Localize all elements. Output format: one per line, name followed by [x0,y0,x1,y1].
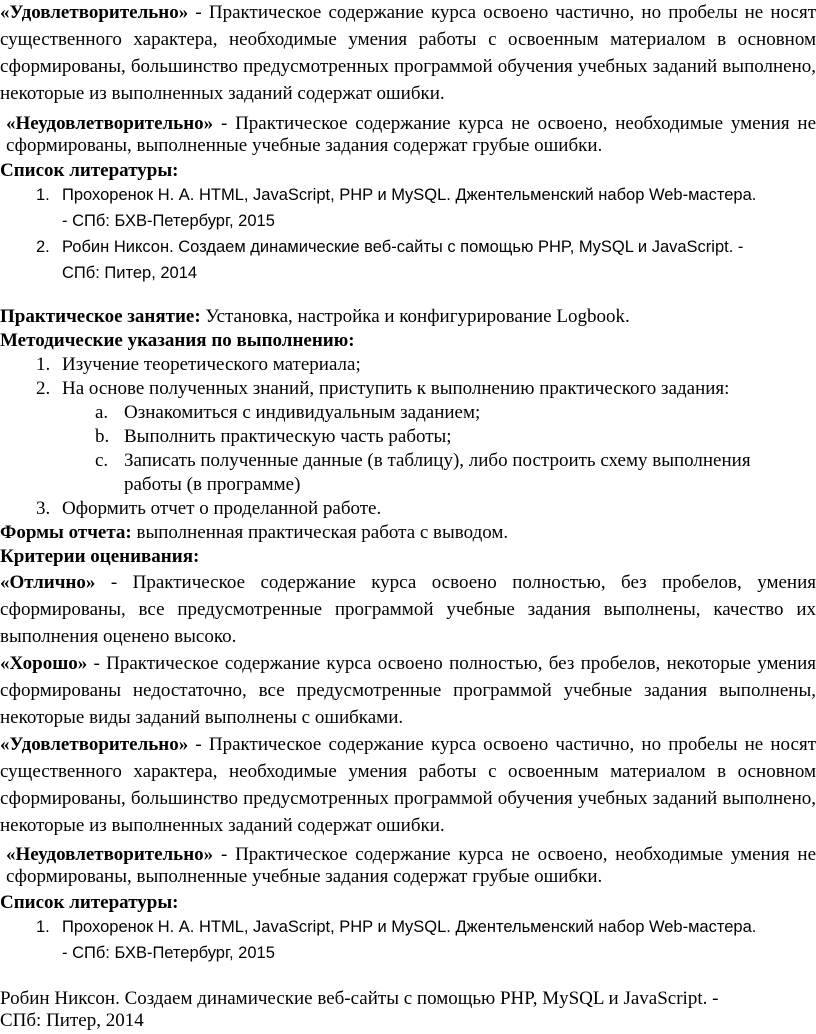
practical-label: Практическое занятие: [0,306,201,327]
criterion-label: «Отлично» [0,572,96,593]
literature-line: - СПб: БХВ-Петербург, 2015 [62,212,275,230]
literature-footer-line: СПб: Питер, 2014 [0,1010,144,1031]
criterion-excellent-paragraph [0,569,816,650]
list-letter: b. [95,426,110,447]
criterion-text: - Практическое содержание курса освоено частично, но пробелы не носят существенного характера, необходимые умения работы с освоенным материалом в основном сформированы, большинство предусмотренных программой обучения учебных заданий выполнено, некоторые из выполненных заданий содержат ошибки. [0,2,816,104]
report-text: выполненная практическая работа с выводом. [131,522,509,543]
guidelines-heading: Методические указания по выполнению: [0,330,355,351]
list-letter: c. [95,450,109,471]
list-letter: a. [95,402,109,423]
list-text: работы (в программе) [124,474,301,495]
criterion-unsatisfactory-paragraph [0,844,816,888]
criterion-text: - Практическое содержание курса освоено полностью, без пробелов, умения сформированы, все предусмотренные программой учебные задания выполнены, качество их выполнения оценено высоко. [0,572,816,647]
list-number: 1. [36,354,51,375]
criterion-label: «Удовлетворительно» [0,2,189,23]
criterion-satisfactory-paragraph [0,0,816,107]
criterion-label: «Неудовлетворительно» [6,844,214,865]
criterion-label: «Удовлетворительно» [0,734,189,755]
report-forms-line [0,522,816,544]
list-text: На основе полученных знаний, приступить к выполнению практического задания: [62,378,730,399]
list-number: 2. [36,378,51,399]
list-number: 1. [36,186,50,204]
list-text: Записать полученные данные (в таблицу), либо построить схему выполнения [124,450,751,471]
criterion-satisfactory-paragraph [0,731,816,839]
practical-lesson-line [0,306,816,328]
literature-line: Прохоренок Н. А. HTML, JavaScript, PHP и MySQL. Джентельменский набор Web-мастера. [62,918,757,936]
list-text: Изучение теоретического материала; [62,354,361,375]
list-number: 2. [36,238,50,256]
criterion-text: - Практическое содержание курса освоено полностью, без пробелов, некоторые умения сформированы недостаточно, все предусмотренные программой учебные задания выполнены, некоторые виды заданий выполнены с ошибками. [0,653,816,728]
literature-line: Прохоренок Н. А. HTML, JavaScript, PHP и MySQL. Джентельменский набор Web-мастера. [62,186,757,204]
practical-text: Установка, настройка и конфигурирование Logbook. [200,306,630,327]
literature-footer-line: Робин Никсон. Создаем динамические веб-сайты с помощью PHP, MySQL и JavaScript. - [0,988,719,1009]
literature-heading: Список литературы: [0,892,179,913]
criterion-text: - Практическое содержание курса не освоено, необходимые умения не сформированы, выполненные учебные задания содержат грубые ошибки. [6,844,816,887]
literature-line: СПб: Питер, 2014 [62,264,198,282]
criteria-heading: Критерии оценивания: [0,546,200,567]
literature-heading: Список литературы: [0,160,179,181]
literature-line: - СПб: БХВ-Петербург, 2015 [62,944,275,962]
criterion-text: - Практическое содержание курса освоено частично, но пробелы не носят существенного характера, необходимые умения работы с освоенным материалом в основном сформированы, большинство предусмотренных программой обучения учебных заданий выполнено, некоторые из выполненных заданий содержат ошибки. [0,734,816,836]
list-text: Выполнить практическую часть работы; [124,426,452,447]
criterion-unsatisfactory-paragraph [0,113,816,157]
report-label: Формы отчета: [0,522,132,543]
criterion-label: «Неудовлетворительно» [6,113,214,134]
criterion-good-paragraph [0,650,816,731]
literature-line: Робин Никсон. Создаем динамические веб-сайты с помощью PHP, MySQL и JavaScript. - [62,238,744,256]
list-number: 3. [36,498,51,519]
list-text: Ознакомиться с индивидуальным заданием; [124,402,481,423]
list-number: 1. [36,918,50,936]
list-text: Оформить отчет о проделанной работе. [62,498,382,519]
criterion-label: «Хорошо» [0,653,88,674]
criterion-text: - Практическое содержание курса не освоено, необходимые умения не сформированы, выполненные учебные задания содержат грубые ошибки. [6,113,816,156]
